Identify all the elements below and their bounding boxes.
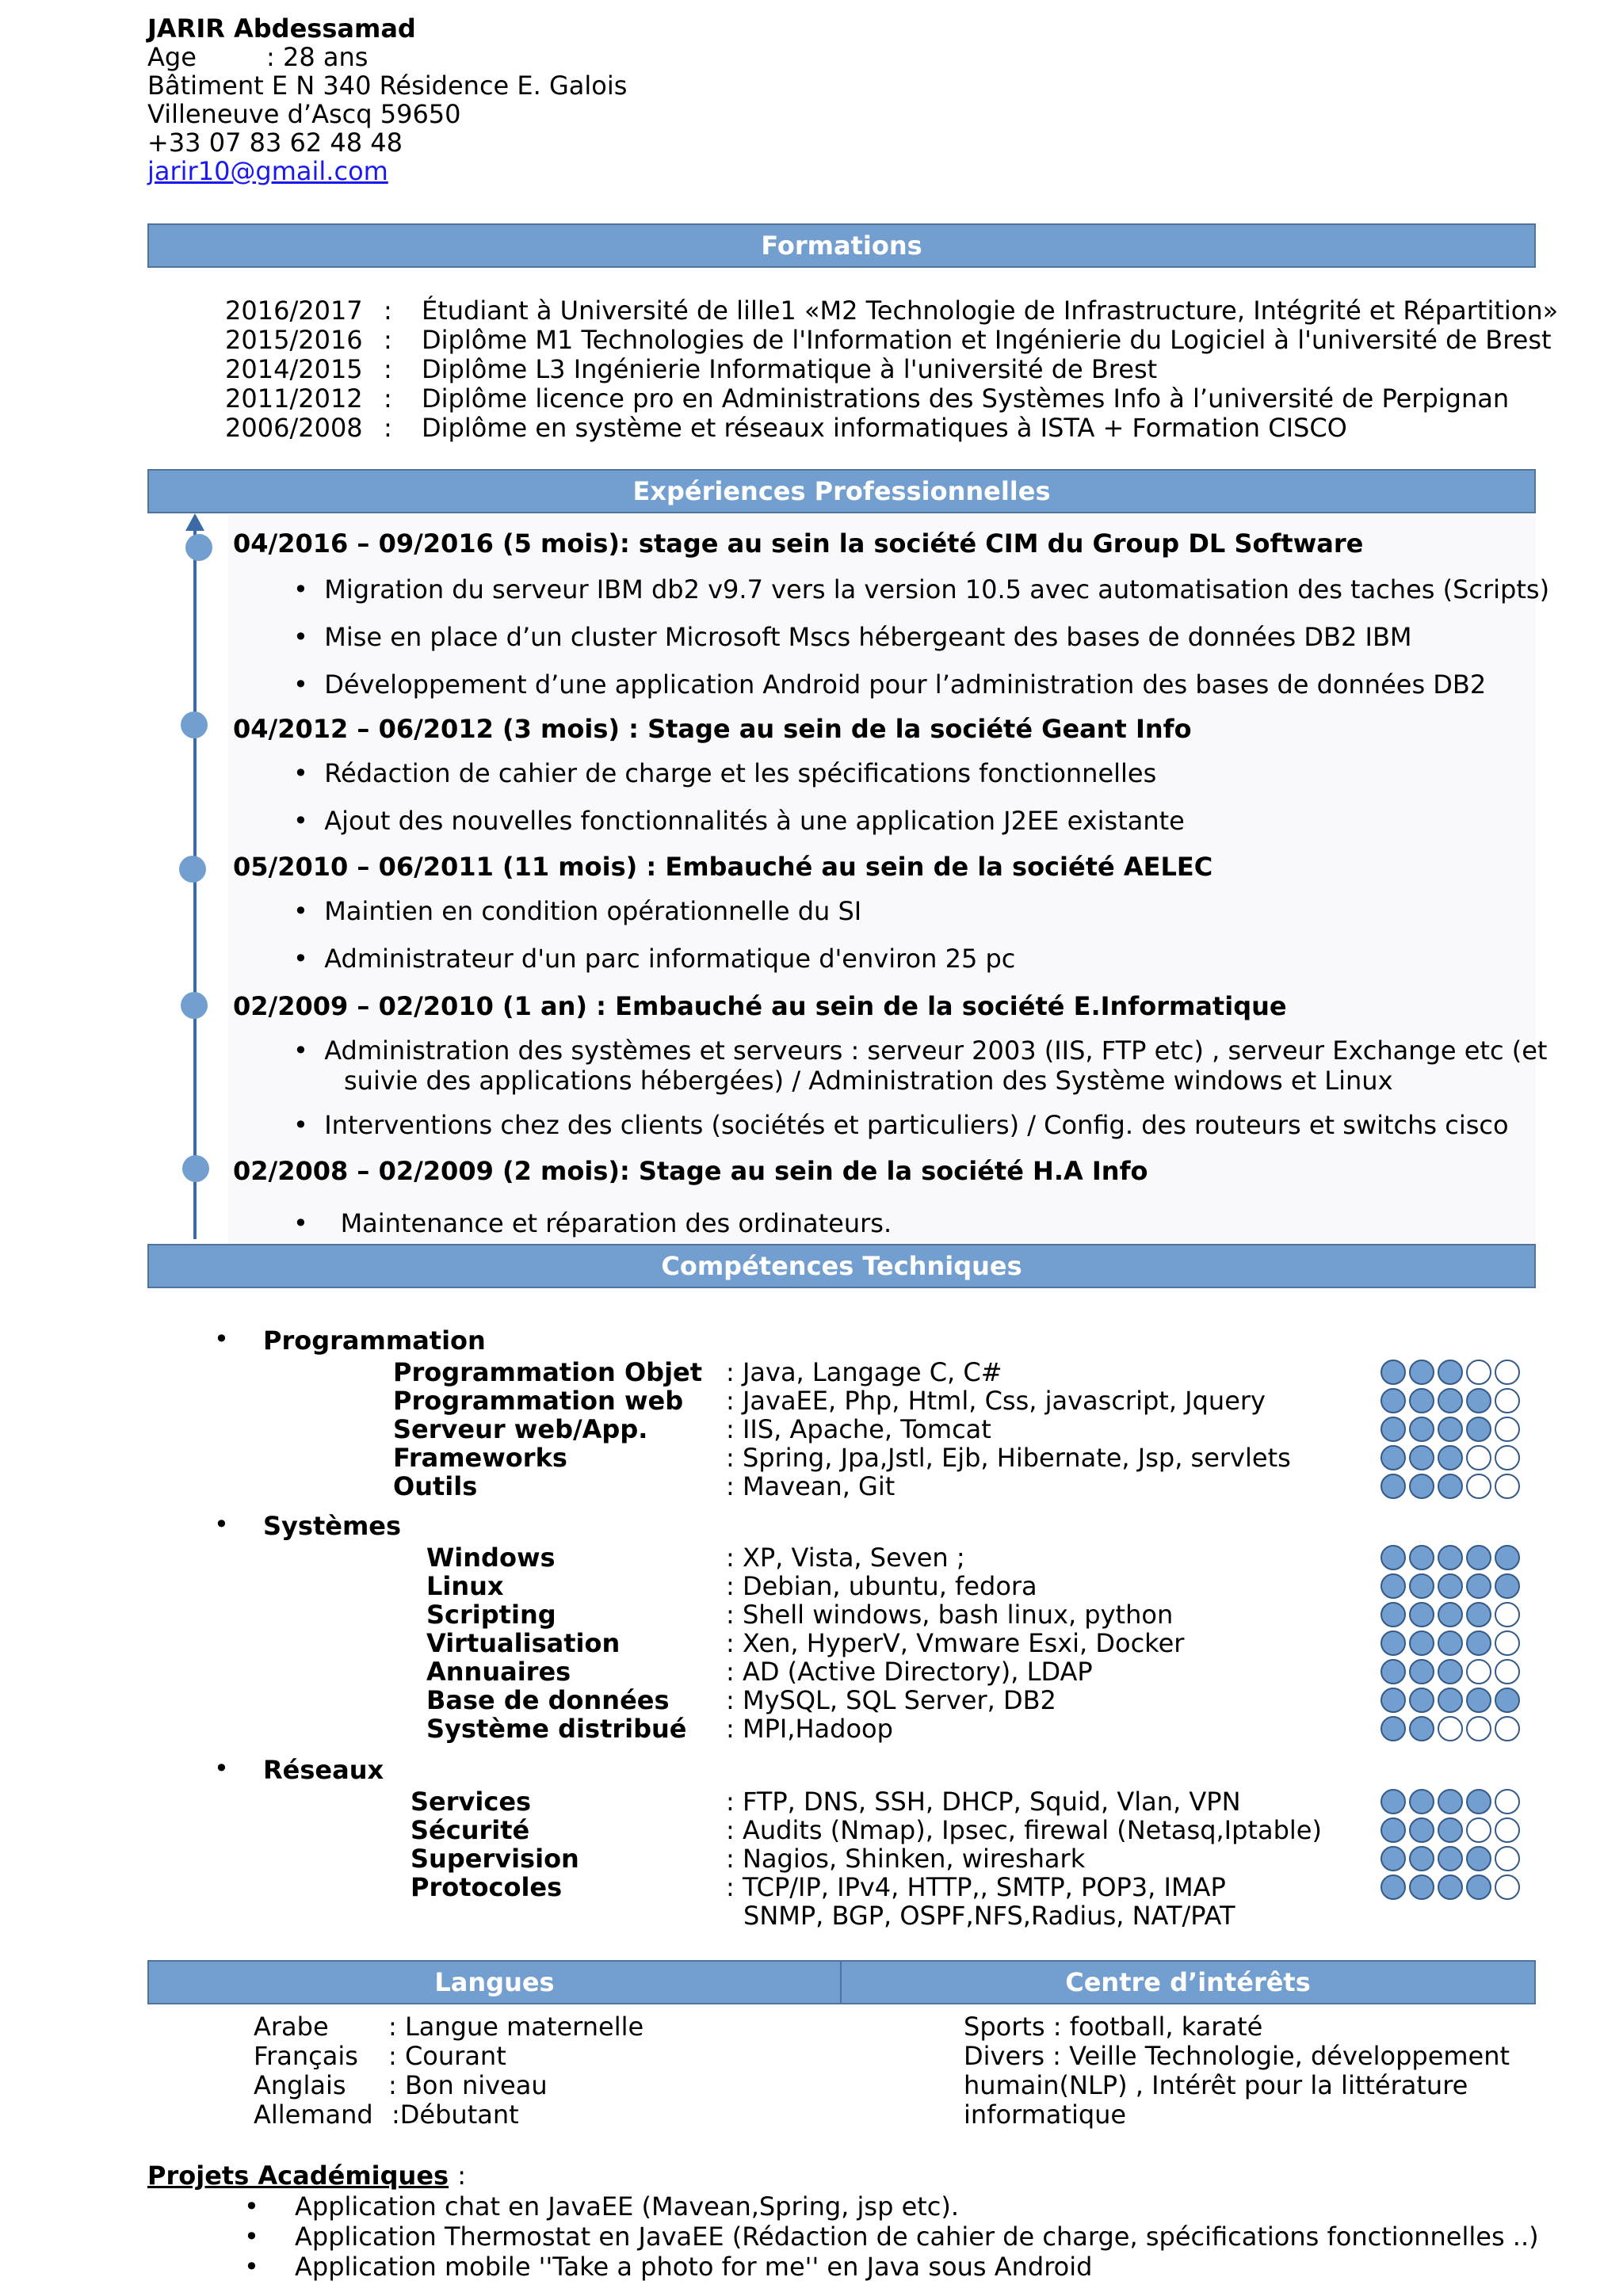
langue-name: Anglais <box>254 2070 346 2100</box>
skill-label: Protocoles <box>411 1872 563 1902</box>
skill-value: : Java, Langage C, C# <box>726 1357 1002 1387</box>
rating-dot-empty <box>1495 1789 1520 1814</box>
rating-dot-filled <box>1381 1445 1406 1470</box>
rating-dot-filled <box>1438 1545 1463 1570</box>
rating-dot-filled <box>1495 1573 1520 1599</box>
skill-label: Windows <box>426 1543 556 1573</box>
skill-labels <box>393 1358 702 1501</box>
skill-rating <box>1381 1545 1520 1570</box>
interet-line: Sports : football, karaté <box>964 2012 1263 2042</box>
timeline-arrow-icon <box>185 513 204 531</box>
skill-label: Frameworks <box>393 1443 567 1473</box>
rating-dot-filled <box>1466 1573 1491 1599</box>
experience-bullet-text: Ajout des nouvelles fonctionnalités à une application J2EE existante <box>324 806 1185 836</box>
formation-text: Étudiant à Université de lille1 «M2 Technologie de Infrastructure, Intégrité et Répartition» <box>422 296 1559 326</box>
skill-group-title: Programmation <box>263 1325 486 1356</box>
rating-dot-filled <box>1466 1545 1491 1570</box>
rating-dot-filled <box>1438 1388 1463 1413</box>
experience-bullet-text: Migration du serveur IBM db2 v9.7 vers la version 10.5 avec automatisation des taches (Scripts) <box>324 574 1550 605</box>
skill-rating <box>1381 1875 1520 1900</box>
formation-text: Diplôme L3 Ingénierie Informatique à l'université de Brest <box>422 354 1158 384</box>
rating-dot-empty <box>1495 1602 1520 1627</box>
rating-dot-filled <box>1409 1688 1434 1713</box>
rating-dot-empty <box>1466 1716 1491 1741</box>
interet-line: humain(NLP) , Intérêt pour la littérature <box>964 2070 1468 2100</box>
skill-group-title: Réseaux <box>263 1755 384 1785</box>
formation-text: Diplôme licence pro en Administrations des Systèmes Info à l’université de Perpignan <box>422 383 1510 414</box>
formation-sep: : <box>384 413 392 443</box>
experience-bullet: • Interventions chez des clients (sociétés et particuliers) / Config. des routeurs et switchs cisco <box>293 1110 1509 1140</box>
skill-labels <box>426 1543 687 1743</box>
competences-header: Compétences Techniques <box>147 1244 1536 1288</box>
interet-line: Divers : Veille Technologie, développement <box>964 2041 1510 2071</box>
email-link[interactable]: jarir10@gmail.com <box>147 156 388 186</box>
skill-rating <box>1381 1573 1520 1599</box>
skill-value: : JavaEE, Php, Html, Css, javascript, Jquery <box>726 1386 1266 1416</box>
rating-dot-empty <box>1466 1360 1491 1385</box>
rating-dot-filled <box>1409 1360 1434 1385</box>
skill-labels <box>411 1787 579 1901</box>
rating-dot-filled <box>1381 1417 1406 1442</box>
rating-dot-filled <box>1409 1846 1434 1871</box>
formation-row <box>225 296 1558 326</box>
skill-label: Base de données <box>426 1685 670 1715</box>
rating-dot-filled <box>1409 1817 1434 1843</box>
candidate-name: JARIR Abdessamad <box>147 13 416 44</box>
rating-dot-filled <box>1438 1445 1463 1470</box>
rating-dot-empty <box>1495 1716 1520 1741</box>
formation-year: 2016/2017 <box>225 296 363 326</box>
skill-label: Annuaires <box>426 1657 571 1687</box>
experience-bullet: • Maintien en condition opérationnelle du SI <box>293 896 862 926</box>
formation-year: 2014/2015 <box>225 354 363 384</box>
skill-value: : AD (Active Directory), LDAP <box>726 1657 1093 1687</box>
rating-dot-filled <box>1409 1474 1434 1499</box>
formations-list <box>225 296 1558 443</box>
projet-item: • Application chat en JavaEE (Mavean,Spring, jsp etc). <box>244 2191 960 2222</box>
projet-item: • Application Thermostat en JavaEE (Rédaction de cahier de charge, spécifications fonctionnelles ..) <box>244 2222 1539 2252</box>
skill-group-bullet: • <box>214 1509 229 1539</box>
rating-dot-filled <box>1438 1846 1463 1871</box>
skill-value: : Shell windows, bash linux, python <box>726 1600 1174 1630</box>
rating-dot-filled <box>1381 1474 1406 1499</box>
rating-dot-filled <box>1438 1602 1463 1627</box>
skill-value: : Audits (Nmap), Ipsec, firewal (Netasq,Iptable) <box>726 1815 1322 1845</box>
skill-rating <box>1381 1716 1520 1741</box>
experience-bullet-text: Administrateur d'un parc informatique d'environ 25 pc <box>324 944 1016 974</box>
projet-text: Application mobile ''Take a photo for me'' en Java sous Android <box>295 2252 1093 2282</box>
formation-row <box>225 414 1558 443</box>
skill-label: Virtualisation <box>426 1628 621 1658</box>
rating-dot-filled <box>1466 1630 1491 1656</box>
interets-text <box>964 2012 1510 2130</box>
skill-rating <box>1381 1360 1520 1385</box>
skill-rating <box>1381 1659 1520 1684</box>
skill-value: : MPI,Hadoop <box>726 1714 893 1744</box>
formation-text: Diplôme M1 Technologies de l'Information et Ingénierie du Logiciel à l'université de Brest <box>422 325 1552 355</box>
address-line-2: Villeneuve d’Ascq 59650 <box>147 99 461 129</box>
skill-value: : Spring, Jpa,Jstl, Ejb, Hibernate, Jsp, servlets <box>726 1443 1291 1473</box>
skill-group-title: Systèmes <box>263 1511 402 1541</box>
timeline-dot <box>179 856 206 883</box>
rating-dot-empty <box>1466 1817 1491 1843</box>
rating-dot-filled <box>1438 1417 1463 1442</box>
rating-dot-filled <box>1409 1875 1434 1900</box>
rating-dot-empty <box>1466 1659 1491 1684</box>
rating-dot-filled <box>1438 1474 1463 1499</box>
experience-bullet-text: Interventions chez des clients (sociétés et particuliers) / Config. des routeurs et switchs cisco <box>324 1110 1509 1140</box>
experience-bullet-text: Maintenance et réparation des ordinateurs. <box>340 1208 892 1238</box>
rating-dot-empty <box>1495 1445 1520 1470</box>
rating-dot-filled <box>1381 1659 1406 1684</box>
skill-value: : TCP/IP, IPv4, HTTP,, SMTP, POP3, IMAP <box>726 1872 1226 1902</box>
rating-dot-filled <box>1438 1875 1463 1900</box>
experience-title: 04/2016 – 09/2016 (5 mois): stage au sein la société CIM du Group DL Software <box>233 528 1364 559</box>
experience-bullet: • Mise en place d’un cluster Microsoft Mscs hébergeant des bases de données DB2 IBM <box>293 622 1412 652</box>
skill-label: Serveur web/App. <box>393 1414 648 1444</box>
skill-label: Outils <box>393 1471 478 1501</box>
skill-rating <box>1381 1417 1520 1442</box>
skill-rating <box>1381 1789 1520 1814</box>
projet-text: Application Thermostat en JavaEE (Rédaction de cahier de charge, spécifications fonctionnelles ..) <box>295 2222 1539 2252</box>
rating-dot-filled <box>1438 1688 1463 1713</box>
formation-row <box>225 326 1558 355</box>
rating-dot-filled <box>1381 1817 1406 1843</box>
skill-label: Services <box>411 1787 532 1817</box>
rating-dot-filled <box>1466 1388 1491 1413</box>
experience-bullet-continuation: suivie des applications hébergées) / Administration des Système windows et Linux <box>344 1066 1393 1096</box>
rating-dot-filled <box>1381 1716 1406 1741</box>
rating-dot-empty <box>1495 1388 1520 1413</box>
experience-bullet: • Administrateur d'un parc informatique d'environ 25 pc <box>293 944 1016 974</box>
skill-value: : Nagios, Shinken, wireshark <box>726 1844 1086 1874</box>
age-value: : 28 ans <box>266 42 369 72</box>
skill-value: SNMP, BGP, OSPF,NFS,Radius, NAT/PAT <box>743 1901 1235 1931</box>
formation-row <box>225 355 1558 384</box>
interet-line: informatique <box>964 2100 1127 2130</box>
rating-dot-filled <box>1466 1846 1491 1871</box>
rating-dot-filled <box>1409 1445 1434 1470</box>
experience-bullet-text: Administration des systèmes et serveurs : serveur 2003 (IIS, FTP etc) , serveur Exchange etc (et <box>324 1035 1548 1066</box>
rating-dot-filled <box>1409 1630 1434 1656</box>
skill-rating <box>1381 1445 1520 1470</box>
langues-header: Langues <box>147 1960 842 2004</box>
skill-label: Supervision <box>411 1844 579 1874</box>
skill-rating <box>1381 1388 1520 1413</box>
rating-dot-filled <box>1381 1602 1406 1627</box>
rating-dot-filled <box>1438 1817 1463 1843</box>
rating-dot-empty <box>1495 1817 1520 1843</box>
rating-dot-filled <box>1409 1716 1434 1741</box>
experience-bullet: • Rédaction de cahier de charge et les spécifications fonctionnelles <box>293 758 1157 788</box>
formation-year: 2006/2008 <box>225 413 363 443</box>
skill-value: : Xen, HyperV, Vmware Esxi, Docker <box>726 1628 1185 1658</box>
langue-level: : Courant <box>388 2041 506 2071</box>
formation-text: Diplôme en système et réseaux informatiques à ISTA + Formation CISCO <box>422 413 1347 443</box>
skill-rating <box>1381 1846 1520 1871</box>
skill-label: Système distribué <box>426 1714 687 1744</box>
skill-label: Linux <box>426 1571 504 1601</box>
rating-dot-filled <box>1409 1659 1434 1684</box>
projets-list <box>244 2191 1539 2282</box>
langue-level: : Langue maternelle <box>388 2012 644 2042</box>
langue-row <box>254 2042 643 2071</box>
langue-row <box>254 2071 643 2100</box>
rating-dot-filled <box>1409 1573 1434 1599</box>
rating-dot-empty <box>1495 1417 1520 1442</box>
projets-title-wrap <box>147 2161 466 2191</box>
langues-list <box>254 2012 643 2130</box>
experience-title: 05/2010 – 06/2011 (11 mois) : Embauché au sein de la société AELEC <box>233 852 1213 882</box>
formation-sep: : <box>384 325 392 355</box>
experience-title: 04/2012 – 06/2012 (3 mois) : Stage au sein de la société Geant Info <box>233 714 1192 744</box>
rating-dot-empty <box>1495 1474 1520 1499</box>
formation-row <box>225 384 1558 414</box>
rating-dot-filled <box>1381 1388 1406 1413</box>
timeline-dot <box>181 992 208 1019</box>
skill-label: Programmation Objet <box>393 1357 703 1387</box>
rating-dot-filled <box>1466 1688 1491 1713</box>
formation-sep: : <box>384 383 392 414</box>
skill-label: Scripting <box>426 1600 556 1630</box>
timeline-dot <box>181 711 208 738</box>
formation-year: 2011/2012 <box>225 383 363 414</box>
rating-dot-filled <box>1438 1789 1463 1814</box>
skill-rating <box>1381 1688 1520 1713</box>
skill-rating <box>1381 1630 1520 1656</box>
experience-bullet-text: Rédaction de cahier de charge et les spécifications fonctionnelles <box>324 758 1157 788</box>
rating-dot-empty <box>1495 1659 1520 1684</box>
rating-dot-filled <box>1409 1602 1434 1627</box>
experience-title: 02/2008 – 02/2009 (2 mois): Stage au sein de la société H.A Info <box>233 1156 1148 1186</box>
skill-values <box>726 1543 1184 1743</box>
timeline-dot <box>182 1155 209 1182</box>
langue-name: Arabe <box>254 2012 329 2042</box>
rating-dot-filled <box>1495 1688 1520 1713</box>
langue-name: Français <box>254 2041 358 2071</box>
rating-dot-empty <box>1438 1716 1463 1741</box>
experience-bullet: • Ajout des nouvelles fonctionnalités à une application J2EE existante <box>293 806 1185 836</box>
rating-dot-empty <box>1466 1474 1491 1499</box>
rating-dot-empty <box>1495 1875 1520 1900</box>
rating-dot-filled <box>1438 1573 1463 1599</box>
experience-bullet-text: Mise en place d’un cluster Microsoft Mscs hébergeant des bases de données DB2 IBM <box>324 622 1412 652</box>
address-line-1: Bâtiment E N 340 Résidence E. Galois <box>147 71 628 101</box>
rating-dot-empty <box>1466 1445 1491 1470</box>
experience-bullet: • Développement d’une application Android pour l’administration des bases de données DB2 <box>293 669 1487 700</box>
rating-dot-filled <box>1495 1545 1520 1570</box>
skill-value: : Mavean, Git <box>726 1471 896 1501</box>
langue-name: Allemand <box>254 2100 373 2130</box>
rating-dot-filled <box>1381 1545 1406 1570</box>
rating-dot-empty <box>1495 1846 1520 1871</box>
skill-values <box>726 1787 1322 1930</box>
rating-dot-filled <box>1438 1630 1463 1656</box>
timeline-line <box>193 526 197 1239</box>
formation-sep: : <box>384 296 392 326</box>
rating-dot-filled <box>1381 1573 1406 1599</box>
skill-group-bullet: • <box>214 1753 229 1783</box>
rating-dot-filled <box>1381 1688 1406 1713</box>
interets-header: Centre d’intérêts <box>840 1960 1536 2004</box>
skill-label: Sécurité <box>411 1815 530 1845</box>
rating-dot-filled <box>1381 1630 1406 1656</box>
rating-dot-filled <box>1438 1360 1463 1385</box>
experience-title: 02/2009 – 02/2010 (1 an) : Embauché au sein de la société E.Informatique <box>233 991 1287 1021</box>
rating-dot-filled <box>1409 1388 1434 1413</box>
projet-text: Application chat en JavaEE (Mavean,Spring, jsp etc). <box>295 2191 960 2222</box>
skill-rating <box>1381 1817 1520 1843</box>
formation-year: 2015/2016 <box>225 325 363 355</box>
rating-dot-filled <box>1381 1789 1406 1814</box>
skill-value: : XP, Vista, Seven ; <box>726 1543 965 1573</box>
experience-bullet-text: Développement d’une application Android pour l’administration des bases de données DB2 <box>324 669 1487 700</box>
skill-value: : MySQL, SQL Server, DB2 <box>726 1685 1056 1715</box>
experience-bullet: • Maintenance et réparation des ordinateurs. <box>293 1208 892 1238</box>
rating-dot-filled <box>1409 1789 1434 1814</box>
skill-group-bullet: • <box>214 1324 229 1354</box>
rating-dot-filled <box>1381 1846 1406 1871</box>
langue-row <box>254 2012 643 2042</box>
rating-dot-filled <box>1409 1545 1434 1570</box>
experiences-header: Expériences Professionnelles <box>147 469 1536 513</box>
skill-rating <box>1381 1602 1520 1627</box>
projet-item: • Application mobile ''Take a photo for me'' en Java sous Android <box>244 2252 1093 2282</box>
rating-dot-filled <box>1381 1360 1406 1385</box>
projets-title: Projets Académiques <box>147 2161 449 2191</box>
rating-dot-filled <box>1381 1875 1406 1900</box>
skill-values <box>726 1358 1291 1501</box>
skill-label: Programmation web <box>393 1386 684 1416</box>
skill-rating <box>1381 1474 1520 1499</box>
rating-dot-filled <box>1466 1875 1491 1900</box>
rating-dot-filled <box>1438 1659 1463 1684</box>
rating-dot-filled <box>1466 1789 1491 1814</box>
timeline-dot <box>185 534 212 561</box>
skill-value: : Debian, ubuntu, fedora <box>726 1571 1037 1601</box>
projets-colon: : <box>457 2161 466 2191</box>
rating-dot-filled <box>1466 1417 1491 1442</box>
rating-dot-filled <box>1466 1602 1491 1627</box>
langue-row <box>254 2100 643 2130</box>
formations-header: Formations <box>147 223 1536 268</box>
skill-value: : IIS, Apache, Tomcat <box>726 1414 991 1444</box>
phone: +33 07 83 62 48 48 <box>147 128 403 158</box>
rating-dot-empty <box>1495 1360 1520 1385</box>
skill-value: : FTP, DNS, SSH, DHCP, Squid, Vlan, VPN <box>726 1787 1241 1817</box>
langue-level: : Bon niveau <box>388 2070 548 2100</box>
langue-level: :Débutant <box>391 2100 519 2130</box>
formation-sep: : <box>384 354 392 384</box>
experience-bullet: • Migration du serveur IBM db2 v9.7 vers la version 10.5 avec automatisation des taches (Scripts) <box>293 574 1550 605</box>
experience-bullet: • Administration des systèmes et serveurs : serveur 2003 (IIS, FTP etc) , serveur Exchange etc (et <box>293 1035 1548 1066</box>
rating-dot-filled <box>1409 1417 1434 1442</box>
experience-bullet-text: Maintien en condition opérationnelle du SI <box>324 896 862 926</box>
age-label: Age <box>147 42 197 72</box>
rating-dot-empty <box>1495 1630 1520 1656</box>
